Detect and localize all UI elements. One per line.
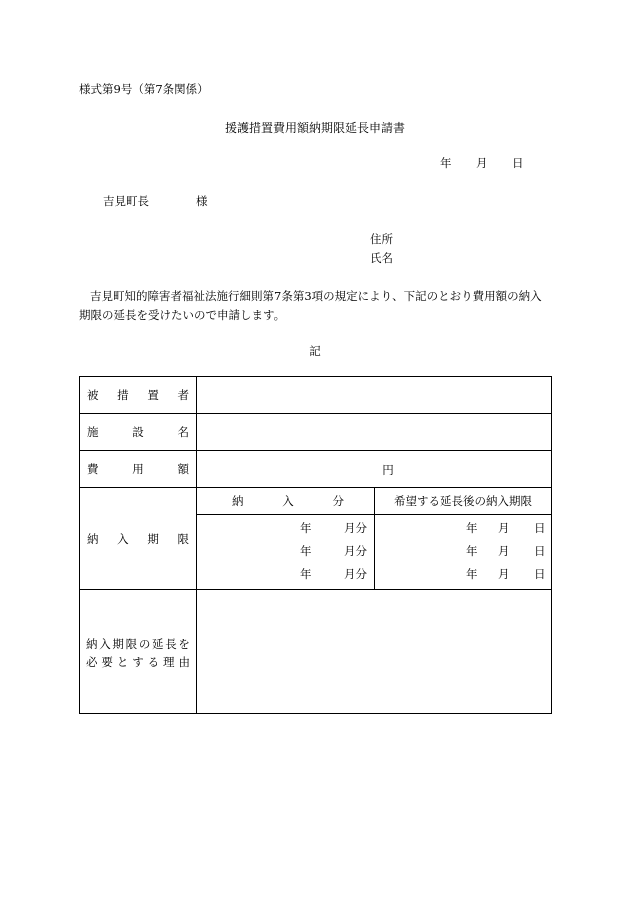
label-payment-deadline: 納 入 期 限 [87, 531, 189, 546]
desired-deadline-row: 年 月 日 [466, 521, 546, 535]
payment-period-row: 年 月分 [300, 521, 367, 535]
label-facility-name: 施 設 名 [87, 425, 189, 439]
payment-period-row: 年 月分 [300, 567, 367, 581]
date-day: 日 [512, 156, 524, 170]
addressee [103, 193, 208, 209]
label-extension-reason [80, 635, 196, 675]
form-number: 様式第9号（第7条関係） [79, 82, 209, 96]
header-desired-deadline: 希望する延長後の納入期限 [394, 494, 532, 508]
label-beneficiary: 被 措 置 者 [87, 388, 189, 402]
label-cost-amount: 費 用 額 [87, 462, 189, 476]
cost-amount-unit: 円 [382, 462, 394, 477]
document-title: 援護措置費用額納期限延長申請書 [224, 121, 405, 135]
application-table [79, 376, 552, 714]
desired-deadline-row: 年 月 日 [466, 567, 546, 581]
name-label: 氏名 [370, 251, 393, 265]
address-label: 住所 [370, 232, 393, 246]
header-payment-period: 納 入 分 [232, 494, 344, 508]
reason-label-line-2: 必 要 と す る 理 由 [86, 655, 190, 669]
addressee-name: 吉見町長 [103, 194, 149, 208]
date-month: 月 [476, 156, 488, 170]
payment-period-row: 年 月分 [300, 544, 367, 558]
addressee-honorific: 様 [196, 194, 208, 208]
ki-heading: 記 [309, 344, 321, 358]
desired-deadline-row: 年 月 日 [466, 544, 546, 558]
date-year: 年 [440, 156, 452, 170]
body-text: 吉見町知的障害者福祉法施行細則第7条第3項の規定により、下記のとおり費用額の納入期限の延長を受けたいので申請します。 [79, 289, 542, 322]
date-line [440, 155, 524, 171]
reason-label-line-1: 納 入 期 限 の 延 長 を [86, 637, 190, 651]
